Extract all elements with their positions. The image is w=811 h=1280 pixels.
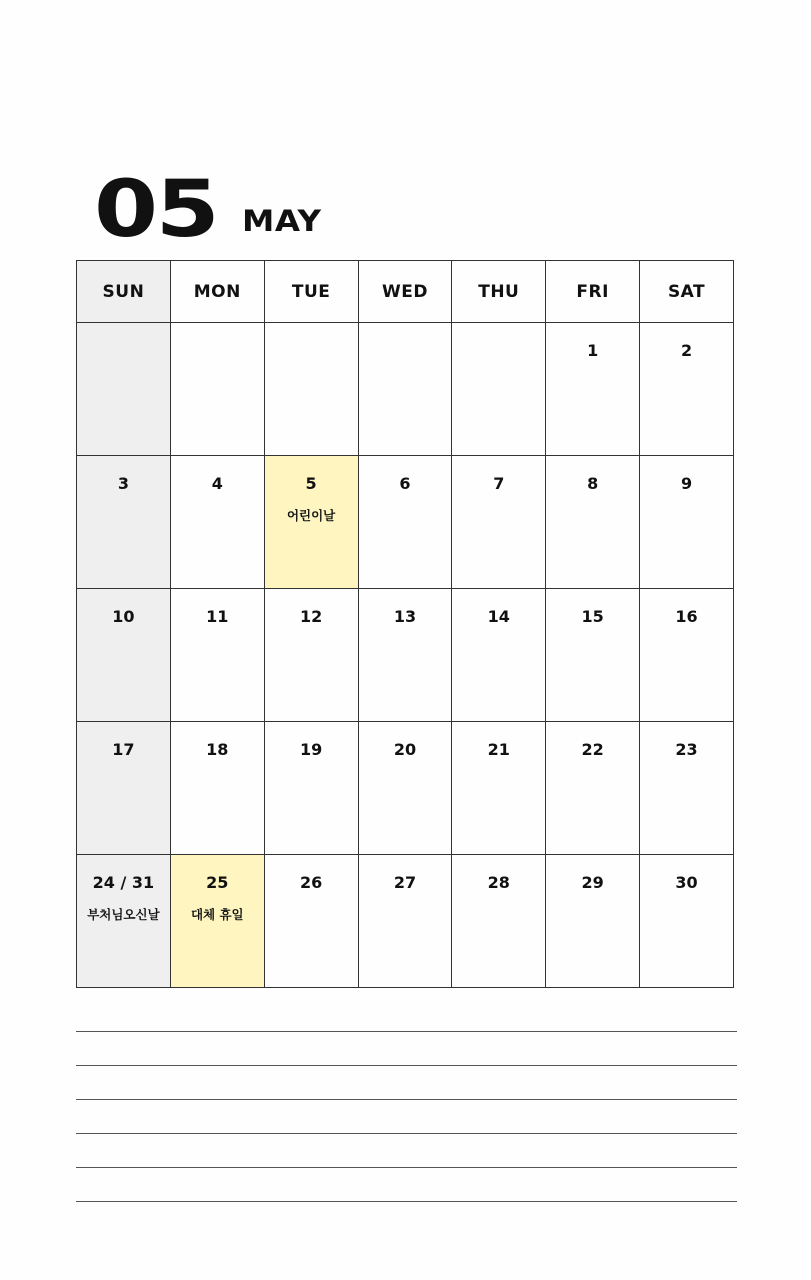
day-cell[interactable]: [640, 456, 734, 589]
weekday-thu: THU: [452, 261, 546, 323]
day-number: 22: [581, 740, 604, 759]
week-row: [77, 456, 734, 589]
day-cell[interactable]: [452, 323, 546, 456]
month-name: MAY: [242, 204, 322, 238]
day-number: 25: [206, 873, 229, 892]
day-cell[interactable]: [264, 456, 358, 589]
day-cell[interactable]: [640, 323, 734, 456]
day-number: 23: [675, 740, 698, 759]
day-number: 1: [587, 341, 599, 360]
day-cell[interactable]: [640, 855, 734, 988]
day-cell[interactable]: [546, 589, 640, 722]
day-number: 19: [299, 740, 323, 759]
note-line: [76, 1065, 737, 1066]
day-number: 29: [581, 873, 604, 892]
day-cell[interactable]: [170, 323, 264, 456]
day-cell[interactable]: [546, 456, 640, 589]
day-cell[interactable]: [358, 456, 452, 589]
holiday-note: 어린이날: [286, 508, 336, 523]
day-number: 8: [587, 474, 599, 493]
note-line: [76, 1031, 737, 1032]
holiday-note: 대체 휴일: [190, 907, 244, 922]
notes-area: [76, 1031, 737, 1235]
day-cell[interactable]: [77, 589, 171, 722]
day-cell[interactable]: [546, 855, 640, 988]
day-number: 21: [487, 740, 510, 759]
day-cell[interactable]: [452, 855, 546, 988]
day-cell[interactable]: [264, 323, 358, 456]
weekday-sat: SAT: [640, 261, 734, 323]
day-number: 13: [393, 607, 417, 626]
day-cell[interactable]: [640, 589, 734, 722]
day-number: 16: [675, 607, 698, 626]
day-number: 5: [305, 474, 317, 493]
day-cell[interactable]: [640, 722, 734, 855]
week-row: [77, 855, 734, 988]
day-number: 9: [680, 474, 693, 493]
weekday-sun: SUN: [77, 261, 171, 323]
note-line: [76, 1167, 737, 1168]
day-number: 17: [112, 740, 135, 759]
day-cell[interactable]: [264, 589, 358, 722]
note-line: [76, 1133, 737, 1134]
week-row: [77, 722, 734, 855]
month-number: 05: [94, 165, 218, 255]
day-cell[interactable]: [77, 855, 171, 988]
day-number: 15: [581, 607, 604, 626]
day-number: 24 / 31: [92, 873, 155, 892]
day-number: 11: [206, 607, 229, 626]
day-cell[interactable]: [452, 456, 546, 589]
day-cell[interactable]: [452, 589, 546, 722]
day-cell[interactable]: [77, 456, 171, 589]
day-number: 6: [399, 474, 411, 493]
day-cell[interactable]: [264, 722, 358, 855]
day-number: 7: [493, 474, 505, 493]
day-cell[interactable]: [77, 722, 171, 855]
day-cell[interactable]: [170, 456, 264, 589]
note-line: [76, 1099, 737, 1100]
day-number: 12: [299, 607, 323, 626]
day-number: 4: [211, 474, 223, 493]
day-number: 2: [680, 341, 693, 360]
day-cell[interactable]: [77, 323, 171, 456]
day-number: 10: [112, 607, 135, 626]
day-cell[interactable]: [170, 722, 264, 855]
day-cell[interactable]: [546, 722, 640, 855]
day-number: 26: [299, 873, 323, 892]
week-row: [77, 589, 734, 722]
day-cell[interactable]: [358, 589, 452, 722]
day-number: 27: [393, 873, 417, 892]
day-cell[interactable]: [358, 323, 452, 456]
day-number: 28: [487, 873, 510, 892]
weekday-wed: WED: [358, 261, 452, 323]
weekday-mon: MON: [170, 261, 264, 323]
day-cell[interactable]: [170, 589, 264, 722]
day-cell[interactable]: [452, 722, 546, 855]
day-number: 18: [206, 740, 229, 759]
weekday-fri: FRI: [546, 261, 640, 323]
day-cell[interactable]: [546, 323, 640, 456]
week-row: [77, 323, 734, 456]
weekday-header-row: [77, 261, 734, 323]
weekday-tue: TUE: [264, 261, 358, 323]
day-number: 20: [393, 740, 417, 759]
calendar-grid: [76, 260, 734, 988]
day-number: 30: [675, 873, 698, 892]
day-number: 14: [487, 607, 510, 626]
note-line: [76, 1201, 737, 1202]
day-cell[interactable]: [358, 722, 452, 855]
day-cell[interactable]: [358, 855, 452, 988]
day-number: 3: [117, 474, 129, 493]
day-cell[interactable]: [264, 855, 358, 988]
day-cell[interactable]: [170, 855, 264, 988]
holiday-note: 부처님오신날: [87, 907, 160, 922]
